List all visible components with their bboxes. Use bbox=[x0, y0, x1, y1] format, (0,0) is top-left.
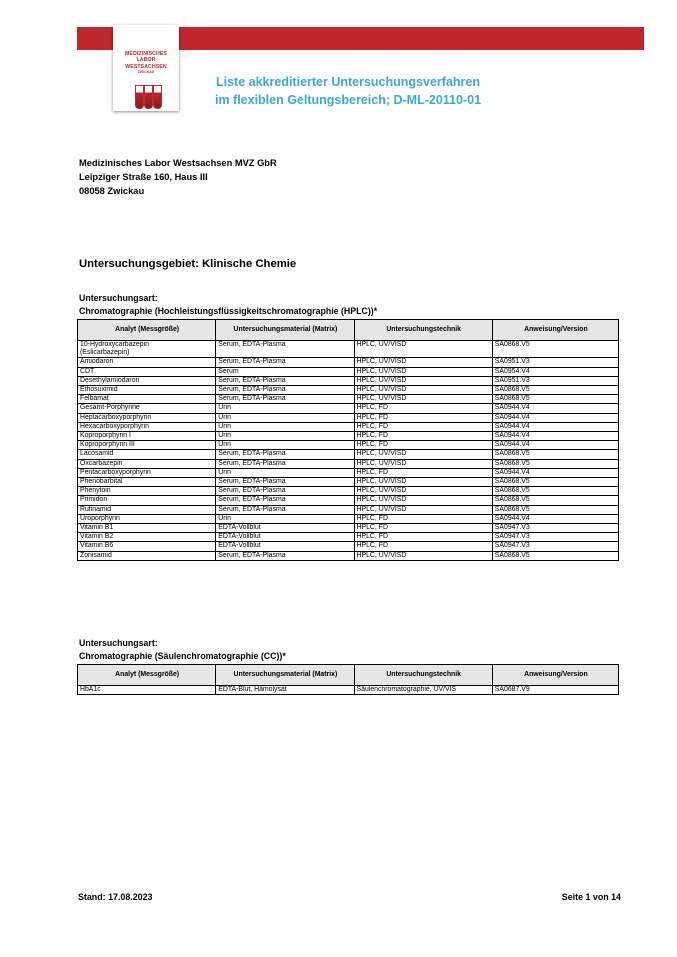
header-instruction: Anweisung/Version bbox=[492, 665, 618, 686]
cell-material: Serum, EDTA-Plasma bbox=[216, 341, 354, 358]
cell-technique: Säulenchromatographie, UV/VIS bbox=[354, 686, 492, 695]
document-title bbox=[198, 73, 498, 109]
cell-material: Serum, EDTA-Plasma bbox=[216, 376, 354, 385]
table-row bbox=[78, 432, 619, 441]
cell-technique: HPLC, UV/VISD bbox=[354, 367, 492, 376]
cell-analyt: Hexacarboxyporphyrin bbox=[78, 422, 216, 431]
cell-analyt: Koproporphyrin I bbox=[78, 432, 216, 441]
cell-analyt: Amiodaron bbox=[78, 358, 216, 367]
table-row bbox=[78, 441, 619, 450]
cell-instruction: SA0868.V5 bbox=[492, 341, 618, 358]
cell-instruction: SA0944.V4 bbox=[492, 468, 618, 477]
logo-line-2: LABOR bbox=[136, 57, 156, 64]
cell-analyt: Zonisamid bbox=[78, 551, 216, 560]
cell-material: Serum, EDTA-Plasma bbox=[216, 505, 354, 514]
header-analyt: Analyt (Messgröße) bbox=[78, 665, 216, 686]
cell-instruction: SA0868.V5 bbox=[492, 450, 618, 459]
cell-analyt: Primidon bbox=[78, 496, 216, 505]
cell-technique: HPLC, UV/VISD bbox=[354, 376, 492, 385]
cell-instruction: SA0944.V4 bbox=[492, 422, 618, 431]
table-row bbox=[78, 341, 619, 358]
cc-table bbox=[77, 664, 619, 695]
cell-analyt: Vitamin B1 bbox=[78, 524, 216, 533]
cell-technique: HPLC, UV/VISD bbox=[354, 459, 492, 468]
cell-analyt: Heptacarboxyporphyrin bbox=[78, 413, 216, 422]
cell-technique: HPLC, UV/VISD bbox=[354, 505, 492, 514]
table-row bbox=[78, 551, 619, 560]
cell-instruction: SA0868.V5 bbox=[492, 496, 618, 505]
table-row bbox=[78, 358, 619, 367]
cell-material: Urin bbox=[216, 432, 354, 441]
header-material: Untersuchungsmaterial (Matrix) bbox=[216, 320, 354, 341]
cell-instruction: SA0947.V3 bbox=[492, 524, 618, 533]
cell-analyt: Uroporphyrin bbox=[78, 514, 216, 523]
cell-analyt: Felbamat bbox=[78, 395, 216, 404]
header-analyt: Analyt (Messgröße) bbox=[78, 320, 216, 341]
cell-material: Serum bbox=[216, 367, 354, 376]
lab-city: 08058 Zwickau bbox=[79, 186, 145, 197]
cell-instruction: SA0947.V3 bbox=[492, 542, 618, 551]
table-row bbox=[78, 496, 619, 505]
table-header-row bbox=[78, 665, 619, 686]
cell-analyt: Phenobarbital bbox=[78, 478, 216, 487]
cell-analyt-extra: (Eslicarbazepin) bbox=[80, 349, 130, 357]
table-row bbox=[78, 478, 619, 487]
cell-material: Serum, EDTA-Plasma bbox=[216, 551, 354, 560]
logo-text bbox=[113, 51, 179, 75]
logo-line-4: ZWICKAU bbox=[137, 70, 155, 75]
cell-instruction: SA0954.V4 bbox=[492, 367, 618, 376]
cell-instruction: SA0687.V9 bbox=[492, 686, 618, 695]
cell-analyt: Desethylamiodaron bbox=[78, 376, 216, 385]
logo-line-1: MEDIZINISCHES bbox=[125, 51, 167, 57]
cell-technique: HPLC, FD bbox=[354, 404, 492, 413]
cell-material: EDTA-Vollblut bbox=[216, 533, 354, 542]
examination-area-title: Untersuchungsgebiet: Klinische Chemie bbox=[79, 258, 297, 270]
cell-material: EDTA-Vollblut bbox=[216, 524, 354, 533]
cell-technique: HPLC, UV/VISD bbox=[354, 487, 492, 496]
cell-technique: HPLC, FD bbox=[354, 441, 492, 450]
lab-logo bbox=[113, 25, 179, 111]
cell-technique: HPLC, FD bbox=[354, 413, 492, 422]
cell-instruction: SA0868.V5 bbox=[492, 459, 618, 468]
table-row bbox=[78, 450, 619, 459]
document-title-line-1: Liste akkreditierter Untersuchungsverfahren bbox=[216, 75, 480, 89]
lab-name: Medizinisches Labor Westsachsen MVZ GbR bbox=[79, 158, 277, 168]
cell-technique: HPLC, UV/VISD bbox=[354, 341, 492, 358]
cell-analyt: Gesamt-Porphyrine bbox=[78, 404, 216, 413]
cell-analyt: 10-Hydroxycarbazepin (Eslicarbazepin) bbox=[78, 341, 216, 358]
header-material: Untersuchungsmaterial (Matrix) bbox=[216, 665, 354, 686]
cell-material: EDTA-Vollblut bbox=[216, 542, 354, 551]
lab-street: Leipziger Straße 160, Haus III bbox=[79, 172, 208, 183]
cell-analyt: Oxcarbazepin bbox=[78, 459, 216, 468]
cell-instruction: SA0944.V4 bbox=[492, 514, 618, 523]
test-tube-icon bbox=[135, 85, 144, 109]
cell-material: Serum, EDTA-Plasma bbox=[216, 496, 354, 505]
table-row bbox=[78, 367, 619, 376]
table-row bbox=[78, 514, 619, 523]
table-row bbox=[78, 376, 619, 385]
table-row bbox=[78, 542, 619, 551]
cell-instruction: SA0868.V5 bbox=[492, 551, 618, 560]
logo-line-3: WESTSACHSEN bbox=[125, 63, 167, 70]
table-row bbox=[78, 386, 619, 395]
cell-analyt: Lacosamid bbox=[78, 450, 216, 459]
cell-analyt: Rufinamid bbox=[78, 505, 216, 514]
cell-material: Urin bbox=[216, 404, 354, 413]
cell-instruction: SA0944.V4 bbox=[492, 413, 618, 422]
cell-technique: HPLC, UV/VISD bbox=[354, 478, 492, 487]
cell-analyt: Vitamin B2 bbox=[78, 533, 216, 542]
section-title: Chromatographie (Säulenchromatographie (CC))* bbox=[79, 651, 286, 661]
cell-instruction: SA0868.V5 bbox=[492, 386, 618, 395]
cell-material: Serum, EDTA-Plasma bbox=[216, 358, 354, 367]
cell-technique: HPLC, FD bbox=[354, 542, 492, 551]
cell-analyt: CDT bbox=[78, 367, 216, 376]
footer-date: Stand: 17.08.2023 bbox=[78, 892, 153, 902]
cell-material: Serum, EDTA-Plasma bbox=[216, 478, 354, 487]
table-row bbox=[78, 413, 619, 422]
cell-analyt: Koproporphyrin III bbox=[78, 441, 216, 450]
table-row bbox=[78, 524, 619, 533]
cell-instruction: SA0951.V3 bbox=[492, 358, 618, 367]
section-2-heading bbox=[79, 637, 286, 663]
cell-technique: HPLC, FD bbox=[354, 514, 492, 523]
cell-technique: HPLC, UV/VISD bbox=[354, 395, 492, 404]
cell-technique: HPLC, FD bbox=[354, 468, 492, 477]
cell-instruction: SA0944.V4 bbox=[492, 432, 618, 441]
footer-page-number: Seite 1 von 14 bbox=[561, 892, 621, 902]
cell-instruction: SA0868.V5 bbox=[492, 478, 618, 487]
cell-technique: HPLC, UV/VISD bbox=[354, 358, 492, 367]
cell-material: Urin bbox=[216, 422, 354, 431]
table-row bbox=[78, 505, 619, 514]
cell-instruction: SA0868.V5 bbox=[492, 505, 618, 514]
table-row bbox=[78, 404, 619, 413]
cell-technique: HPLC, FD bbox=[354, 524, 492, 533]
cell-material: Serum, EDTA-Plasma bbox=[216, 450, 354, 459]
cell-material: Serum, EDTA-Plasma bbox=[216, 395, 354, 404]
section-title: Chromatographie (Hochleistungsflüssigkeitschromatographie (HPLC))* bbox=[79, 306, 378, 316]
hplc-table bbox=[77, 319, 619, 561]
cell-analyt: Vitamin B6 bbox=[78, 542, 216, 551]
cell-instruction: SA0944.V4 bbox=[492, 404, 618, 413]
cell-technique: HPLC, UV/VISD bbox=[354, 496, 492, 505]
cell-technique: HPLC, FD bbox=[354, 422, 492, 431]
header-technique: Untersuchungstechnik bbox=[354, 665, 492, 686]
cell-instruction: SA0947.V3 bbox=[492, 533, 618, 542]
test-tube-icon bbox=[144, 85, 153, 109]
cell-analyt: HbA1c bbox=[78, 686, 216, 695]
table-row bbox=[78, 686, 619, 695]
table-row bbox=[78, 395, 619, 404]
table-row bbox=[78, 459, 619, 468]
section-1-heading bbox=[79, 292, 377, 318]
section-label: Untersuchungsart: bbox=[79, 638, 158, 648]
cell-technique: HPLC, UV/VISD bbox=[354, 386, 492, 395]
cell-technique: HPLC, UV/VISD bbox=[354, 551, 492, 560]
cell-technique: HPLC, UV/VISD bbox=[354, 450, 492, 459]
cell-material: Serum, EDTA-Plasma bbox=[216, 487, 354, 496]
table-row bbox=[78, 487, 619, 496]
cell-material: Urin bbox=[216, 514, 354, 523]
cell-instruction: SA0944.V4 bbox=[492, 441, 618, 450]
cell-material: Serum, EDTA-Plasma bbox=[216, 459, 354, 468]
table-row bbox=[78, 422, 619, 431]
header-instruction: Anweisung/Version bbox=[492, 320, 618, 341]
table-row bbox=[78, 468, 619, 477]
document-title-line-2: im flexiblen Geltungsbereich; D-ML-20110-01 bbox=[214, 93, 482, 107]
cell-analyt: Phenytoin bbox=[78, 487, 216, 496]
section-label: Untersuchungsart: bbox=[79, 293, 158, 303]
cell-analyt: Ethosuximid bbox=[78, 386, 216, 395]
lab-address bbox=[79, 156, 277, 199]
test-tube-icon bbox=[153, 85, 162, 109]
cell-instruction: SA0951.V3 bbox=[492, 376, 618, 385]
table-header-row bbox=[78, 320, 619, 341]
cell-material: EDTA-Blut, Hämolysat bbox=[216, 686, 354, 695]
cell-material: Urin bbox=[216, 441, 354, 450]
cell-technique: HPLC, FD bbox=[354, 533, 492, 542]
cell-instruction: SA0868.V5 bbox=[492, 487, 618, 496]
cell-instruction: SA0868.V5 bbox=[492, 395, 618, 404]
table-row bbox=[78, 533, 619, 542]
cell-technique: HPLC, FD bbox=[354, 432, 492, 441]
header-technique: Untersuchungstechnik bbox=[354, 320, 492, 341]
cell-material: Serum, EDTA-Plasma bbox=[216, 386, 354, 395]
cell-material: Urin bbox=[216, 468, 354, 477]
cell-analyt: Pentacarboxyporphyrin bbox=[78, 468, 216, 477]
cell-material: Urin bbox=[216, 413, 354, 422]
